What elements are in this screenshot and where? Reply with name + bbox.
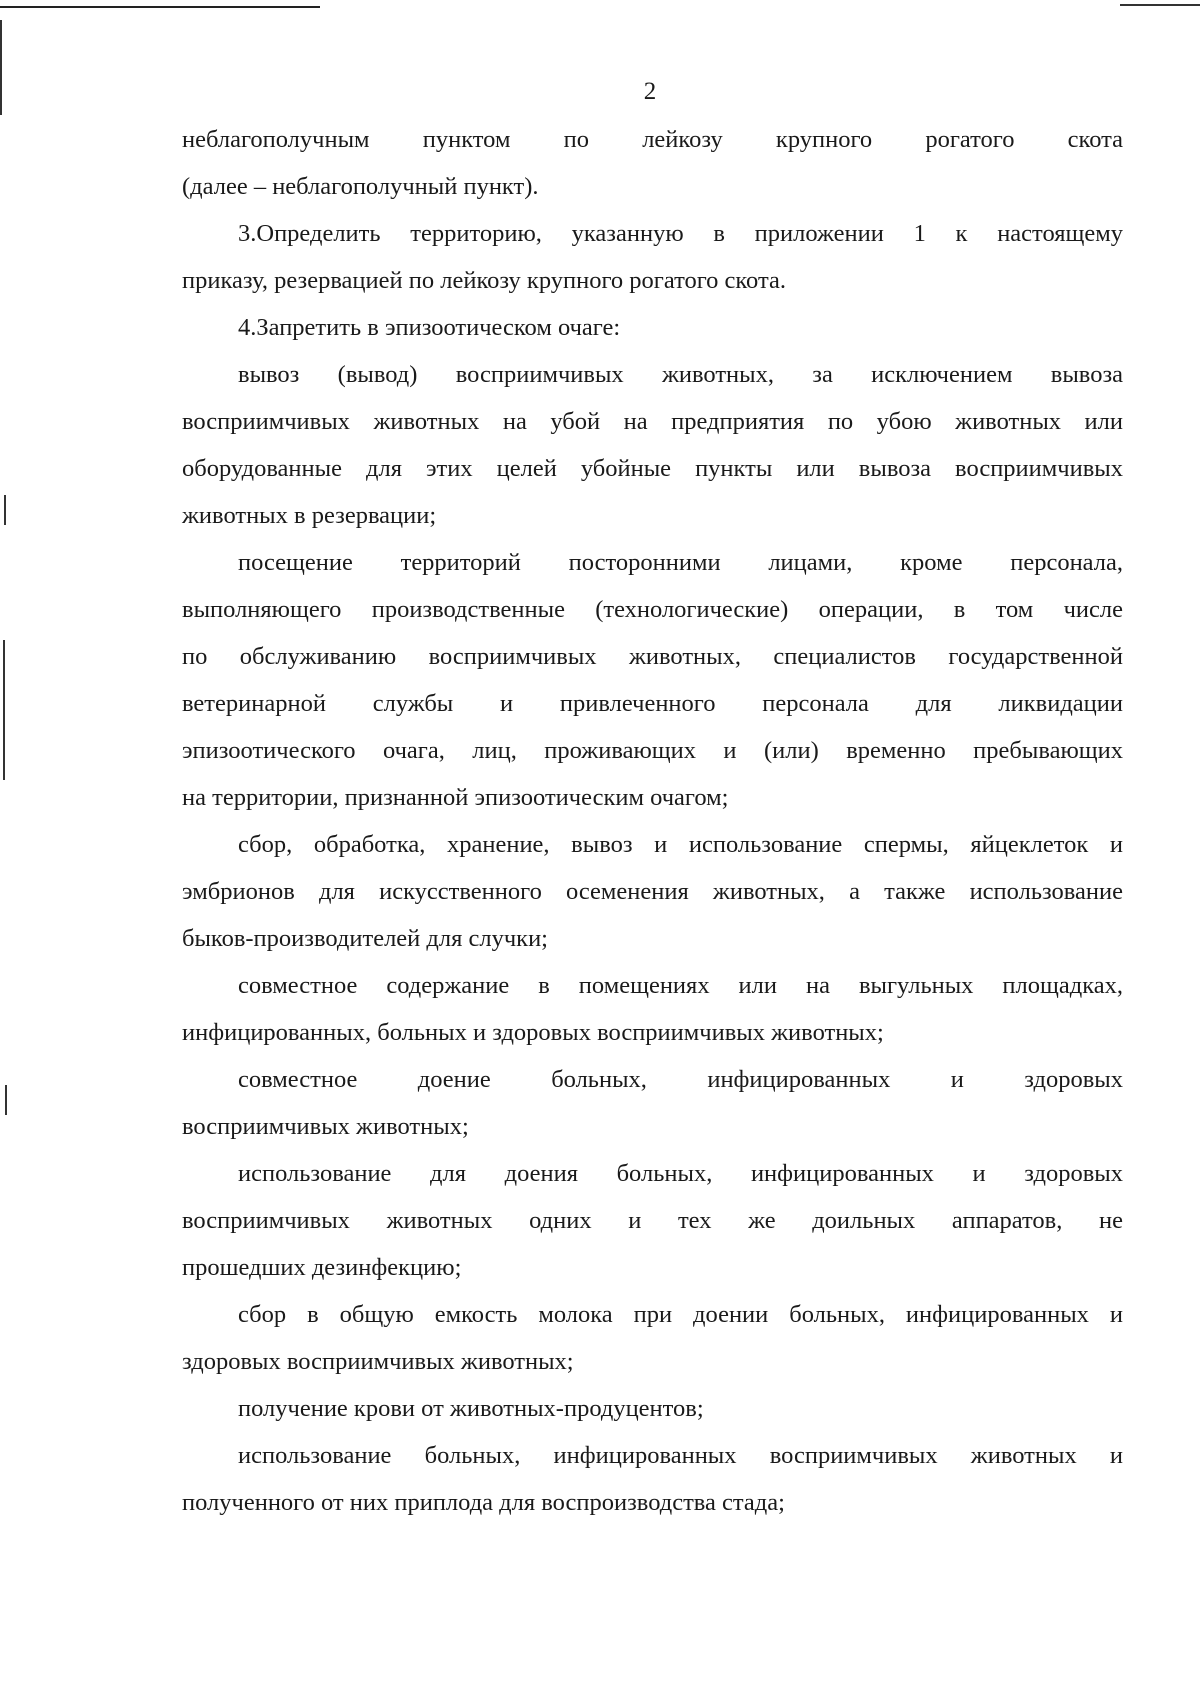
text-line: восприимчивых животных одних и тех же доильных аппаратов, не (182, 1207, 1123, 1234)
document-body (182, 116, 1123, 1526)
text-line: прошедших дезинфекцию; (182, 1254, 462, 1281)
text-line: ветеринарной службы и привлеченного персонала для ликвидации (182, 690, 1123, 717)
text-line: 4.Запретить в эпизоотическом очаге: (238, 314, 621, 341)
text-line: эпизоотического очага, лиц, проживающих и (или) временно пребывающих (182, 737, 1123, 764)
text-line: совместное содержание в помещениях или на выгульных площадках, (238, 972, 1123, 999)
scan-artifact-mark (5, 1085, 7, 1115)
text-line: 3.Определить территорию, указанную в приложении 1 к настоящему (238, 220, 1123, 247)
text-line: животных в резервации; (182, 502, 437, 529)
text-line: использование для доения больных, инфицированных и здоровых (238, 1160, 1123, 1187)
scan-artifact-mark (3, 640, 5, 780)
scan-artifact-line (1120, 4, 1200, 6)
text-line: восприимчивых животных; (182, 1113, 469, 1140)
text-line: получение крови от животных-продуцентов; (238, 1395, 704, 1422)
text-line: использование больных, инфицированных восприимчивых животных и (238, 1442, 1123, 1469)
text-line: совместное доение больных, инфицированных и здоровых (238, 1066, 1123, 1093)
text-line: посещение территорий посторонними лицами, кроме персонала, (238, 549, 1123, 576)
text-line: неблагополучным пунктом по лейкозу крупного рогатого скота (182, 126, 1123, 153)
text-line: быков-производителей для случки; (182, 925, 548, 952)
text-line: инфицированных, больных и здоровых восприимчивых животных; (182, 1019, 884, 1046)
text-line: полученного от них приплода для воспроизводства стада; (182, 1489, 785, 1516)
text-line: эмбрионов для искусственного осеменения животных, а также использование (182, 878, 1123, 905)
text-line: оборудованные для этих целей убойные пункты или вывоза восприимчивых (182, 455, 1123, 482)
page-number: 2 (643, 78, 657, 105)
text-line: на территории, признанной эпизоотическим очагом; (182, 784, 729, 811)
scan-artifact-line (0, 6, 320, 8)
text-line: (далее – неблагополучный пункт). (182, 173, 539, 200)
text-line: вывоз (вывод) восприимчивых животных, за исключением вывоза (238, 361, 1123, 388)
text-line: восприимчивых животных на убой на предприятия по убою животных или (182, 408, 1123, 435)
text-line: выполняющего производственные (технологические) операции, в том числе (182, 596, 1123, 623)
text-line: приказу, резервацией по лейкозу крупного рогатого скота. (182, 267, 786, 294)
scan-artifact-mark (4, 495, 6, 525)
text-line: сбор в общую емкость молока при доении больных, инфицированных и (238, 1301, 1123, 1328)
text-line: по обслуживанию восприимчивых животных, специалистов государственной (182, 643, 1123, 670)
text-line: сбор, обработка, хранение, вывоз и использование спермы, яйцеклеток и (238, 831, 1123, 858)
text-line: здоровых восприимчивых животных; (182, 1348, 574, 1375)
